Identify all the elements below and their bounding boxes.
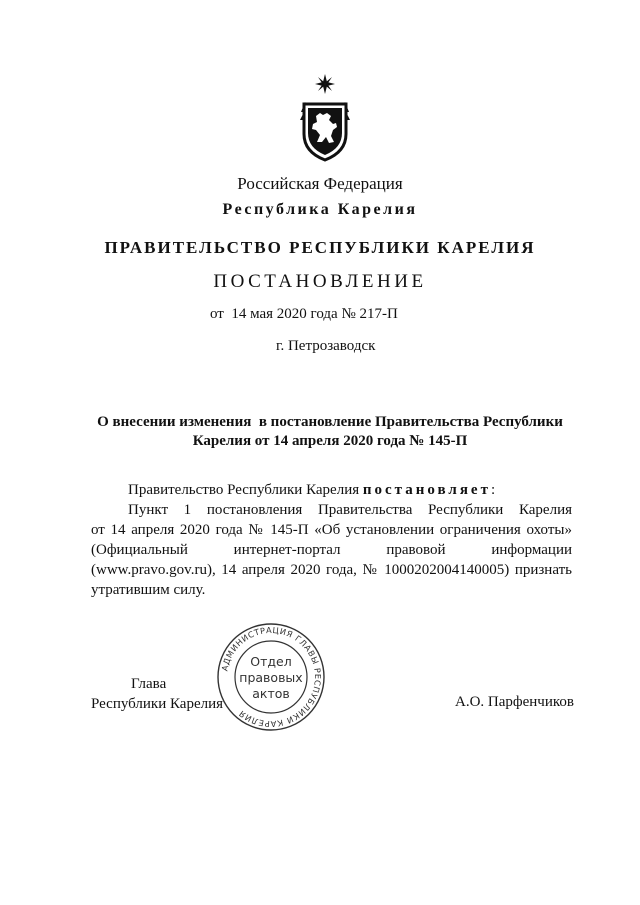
republic-name: Республика Карелия [222,201,418,218]
signatory-title-line: Республики Карелия [91,696,224,712]
svg-text:правовых: правовых [239,670,303,685]
decree-intro: Правительство Республики Карелия постановляет: [128,482,496,498]
government-title: ПРАВИТЕЛЬСТВО РЕСПУБЛИКИ КАРЕЛИЯ [104,238,536,257]
stamp [216,622,326,732]
svg-text:Отдел: Отдел [250,654,292,669]
paragraph-line: (Официальный интернет-портал правовой информации [91,542,572,558]
paragraph-line: (www.pravo.gov.ru), 14 апреля 2020 года, № 1000202004140005) признать [91,562,572,578]
svg-text:актов: актов [252,686,290,701]
document-date-number: от 14 мая 2020 года № 217-П [210,306,398,322]
signatory-title-line: Глава [131,676,167,692]
country-name: Российская Федерация [237,174,403,193]
subject-line: Карелия от 14 апреля 2020 года № 145-П [192,433,468,449]
signatory-title [91,674,223,714]
svg-text:АДМИНИСТРАЦИЯ ГЛАВЫ РЕСПУБЛИКИ: АДМИНИСТРАЦИЯ ГЛАВЫ РЕСПУБЛИКИ КАРЕЛИЯ [219,624,324,730]
coat-of-arms-icon [296,72,354,162]
subject-line: О внесении изменения в постановление Правительства Республики [97,414,563,430]
document-type: ПОСТАНОВЛЕНИЕ [213,271,427,292]
decree-word: постановляет [362,482,491,498]
document-subject [80,413,580,451]
document-body [91,480,572,600]
paragraph-line: от 14 апреля 2020 года № 145-П «Об установлении ограничения охоты» [91,522,572,538]
document-city: г. Петрозаводск [276,338,376,354]
paragraph-line: Пункт 1 постановления Правительства Республики Карелия [128,502,572,518]
paragraph-line: утратившим силу. [91,582,206,598]
signatory-name: А.О. Парфенчиков [455,694,574,710]
